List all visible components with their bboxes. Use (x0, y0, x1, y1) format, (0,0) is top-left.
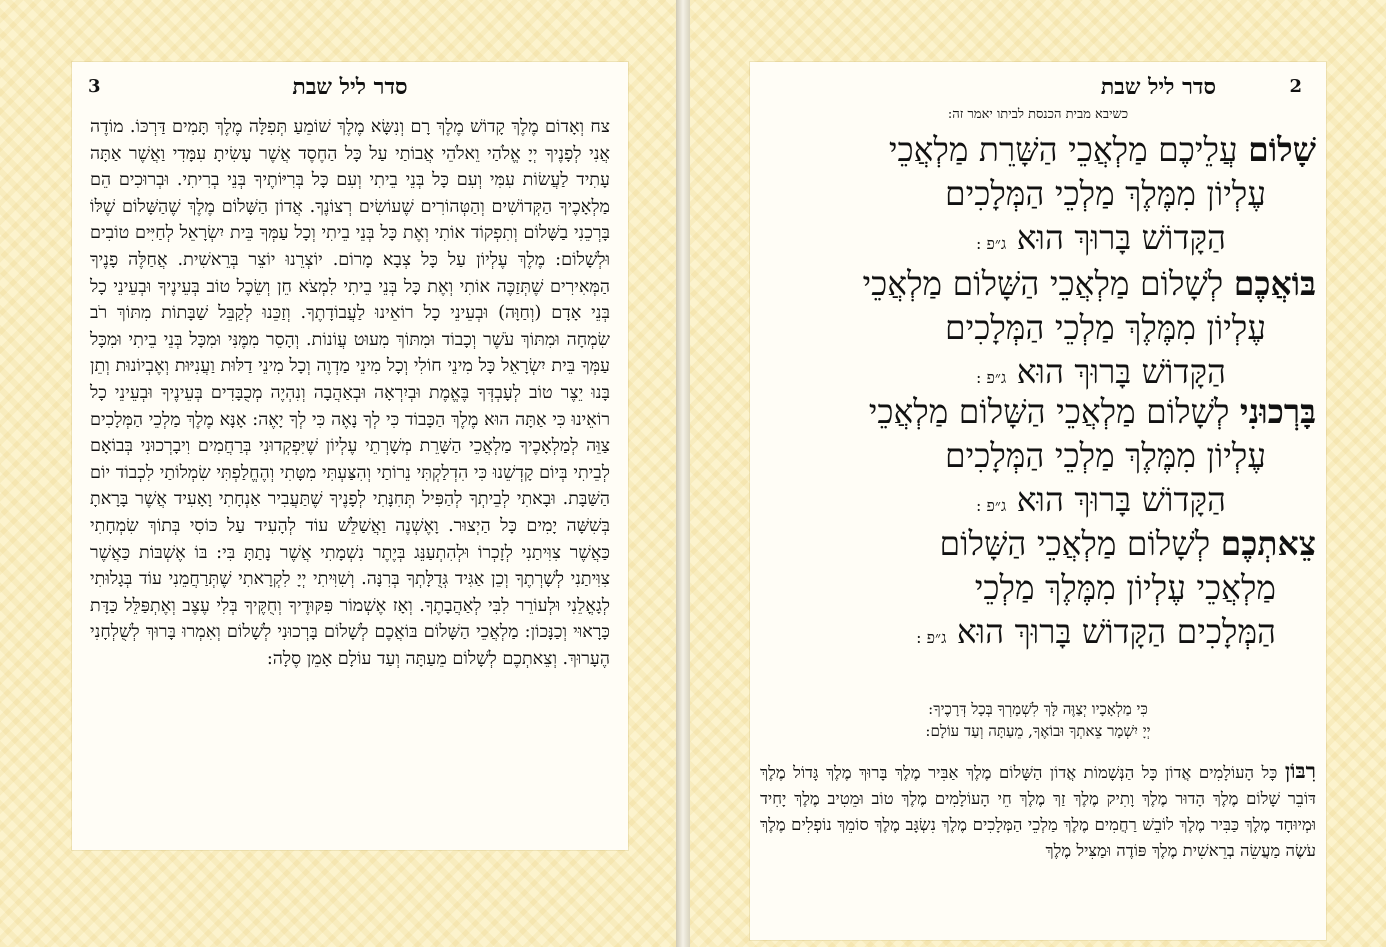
stanza-lead-word: שָׁלוֹם (1248, 130, 1316, 169)
stanza-line: לְשָׁלוֹם מַלְאֲכֵי הַשָּׁלוֹם (939, 524, 1211, 563)
stanza-line: מַלְאֲכֵי עֶלְיוֹן מִמֶּלֶךְ מַלְכֵי (974, 568, 1276, 607)
ribon-text: כָּל הָעוֹלָמִים אֲדוֹן כָּל הַנְּשָׁמוֹת אֲדוֹן הַשָּׁלוֹם מֶלֶךְ אַבִּיר מֶלֶךְ בָּרוּךְ מֶלֶךְ גָּדוֹל מֶלֶךְ דּוֹבֵר שָׁלוֹם מֶלֶךְ הָדוּר מֶלֶךְ וָתִיק מֶלֶךְ זַךְ מֶלֶךְ חֵי הָעוֹלָמִים מֶלֶךְ טוֹב וּמֵטִיב מֶלֶךְ יָחִיד וּמְיוּחָד מֶלֶךְ כַּבִּיר מֶלֶךְ לוֹבֵשׁ רַחֲמִים מֶלֶךְ מַלְכֵי הַמְּלָכִים מֶלֶךְ נִשְׂגָּב מֶלֶךְ סוֹמֵךְ נוֹפְלִים מֶלֶךְ עֹשֶׂה מַעֲשֵׂה בְרֵאשִׁית מֶלֶךְ פּוֹדֶה וּמַצִּיל מֶלֶךְ (760, 763, 1316, 860)
prayer-text (90, 114, 610, 672)
stanza-lead-word: צֵאתְכֶם (1220, 524, 1316, 563)
stanza-lead-word: בּוֹאֲכֶם (1233, 264, 1316, 303)
ribon-paragraph (760, 758, 1316, 864)
stanza-line: עֶלְיוֹן מִמֶּלֶךְ מַלְכֵי הַמְּלָכִים (945, 436, 1266, 475)
stanza-line: הַקָּדוֹשׁ בָּרוּךְ הוּא (1016, 352, 1226, 391)
repeat-marker: ג״פ : (975, 234, 1007, 253)
repeat-marker: ג״פ : (975, 496, 1007, 515)
book-gutter (676, 0, 690, 947)
page-number: 2 (1289, 76, 1302, 97)
stanza-shalom (760, 128, 1316, 266)
psalm-verse: יְיָ יִשְׁמָר צֵאתְךָ וּבוֹאֶךָ, מֵעַתָּה וְעַד עוֹלָם: (925, 722, 1151, 740)
page-title: סדר ליל שבת (292, 74, 408, 100)
stanza-line: עֶלְיוֹן מִמֶּלֶךְ מַלְכֵי הַמְּלָכִים (945, 308, 1266, 347)
left-page-panel (72, 62, 628, 850)
prayer-paragraph: צח וְאָדוֹם מֶלֶךְ קָדוֹשׁ מֶלֶךְ רָם וְנִשָּׂא מֶלֶךְ שׁוֹמֵעַ תְּפִלָּה מֶלֶךְ תָּמִים דַּרְכּוֹ. מוֹדֶה אֲנִי לְפָנֶיךָ יְיָ אֱלֹהַי וֵאלֹהֵי אֲבוֹתַי עַל כָּל הַחֶסֶד אֲשֶׁר עָשִׂיתָ עִמָּדִי וַאֲשֶׁר אַתָּה עָתִיד לַעֲשׂוֹת עִמִּי וְעִם כָּל בְּנֵי בֵיתִי וְעִם כָּל בְּרִיּוֹתֶיךָ בְּנֵי בְרִיתִי. וּבְרוּכִים הֵם מַלְאָכֶיךָ הַקְּדוֹשִׁים וְהַטְּהוֹרִים שֶׁעוֹשִׂים רְצוֹנֶךָ. אֲדוֹן הַשָּׁלוֹם מֶלֶךְ שֶׁהַשָּׁלוֹם שֶׁלּוֹ בָּרְכֵנִי בַשָּׁלוֹם וְתִפְקוֹד אוֹתִי וְאֶת כָּל בְּנֵי בֵיתִי וְכָל עַמְּךָ בֵּית יִשְׂרָאֵל לְחַיִּים טוֹבִים וּלְשָׁלוֹם: מֶלֶךְ עֶלְיוֹן עַל כָּל צְבָא מָרוֹם. יוֹצְרֵנוּ יוֹצֵר בְּרֵאשִׁית. אֲחַלֶּה פָנֶיךָ הַמְּאִירִים שֶׁתְּזַכֶּה אוֹתִי וְאֶת כָּל בְּנֵי בֵיתִי לִמְצֹא חֵן וְשֵׂכֶל טוֹב בְּעֵינֶיךָ וּבְעֵינֵי כָל בְּנֵי אָדָם (וְחַוָּה) וּבְעֵינֵי כָל רוֹאֵינוּ לַעֲבוֹדָתֶךָ. וְזַכֵּנוּ לְקַבֵּל שַׁבָּתוֹת מִתּוֹךְ רֹב שִׂמְחָה וּמִתּוֹךְ עֹשֶׁר וְכָבוֹד וּמִתּוֹךְ מִעוּט עֲוֹנוֹת. וְהָסֵר מִמֶּנִּי וּמִכָּל בְּנֵי בֵיתִי וּמִכָּל עַמְּךָ בֵּית יִשְׂרָאֵל כָּל מִינֵי חוֹלִי וְכָל מִינֵי מַדְוֶה וְכָל מִינֵי דַלּוּת וַעֲנִיּוּת וְאֶבְיוֹנוּת וְתֵן בָּנוּ יֵצֶר טוֹב לְעָבְדְּךָ בֶּאֱמֶת וּבְיִרְאָה וּבְאַהֲבָה וְנִהְיֶה מְכֻבָּדִים בְּעֵינֶיךָ וּבְעֵינֵי כָל רוֹאֵינוּ כִּי אַתָּה הוּא מֶלֶךְ הַכָּבוֹד כִּי לְךָ נָאֶה כִּי לְךָ יָאֶה: אָנָּא מֶלֶךְ מַלְכֵי הַמְּלָכִים צַוֵּה לְמַלְאָכֶיךָ מַלְאֲכֵי הַשָּׁרֵת מְשָׁרְתֵי עֶלְיוֹן שֶׁיִּפְקְדוּנִי בְּרַחֲמִים וִיבָרְכוּנִי בְּבוֹאָם לְבֵיתִי בְּיוֹם קָדְשֵׁנוּ כִּי הִדְלַקְתִּי נֵרוֹתַי וְהִצַּעְתִּי מִטָּתִי וְהֶחֱלַפְתִּי שִׂמְלוֹתַי לִכְבוֹד יוֹם הַשַּׁבָּת. וּבָאתִי לְבֵיתְךָ לְהַפִּיל תְּחִנָּתִי לְפָנֶיךָ שֶׁתַּעֲבִיר אַנְחָתִי וָאָעִיד אֲשֶׁר בָּרָאתָ בְּשִׁשָּׁה יָמִים כָּל הַיְצוּר. וָאֶשְׁנֶה וַאֲשַׁלֵּשׁ עוֹד לְהָעִיד עַל כּוֹסִי בְּתוֹךְ שִׂמְחָתִי כַּאֲשֶׁר צִוִּיתַנִי לְזָכְרוֹ וּלְהִתְעַנֵּג בְּיֶתֶר נִשְׁמָתִי אֲשֶׁר נָתַתָּ בִּי: בּוֹ אֶשְׁבּוֹת כַּאֲשֶׁר צִוִּיתַנִי לְשָׁרְתֶךָ וְכֵן אַגִּיד גְּדֻלָּתְךָ בְּרִנָּה. וְשִׁוִּיתִי יְיָ לִקְרָאתִי שֶׁתְּרַחֲמֵנִי עוֹד בְּגָלוּתִי לְגָאֳלֵנִי וּלְעוֹרֵר לִבִּי לְאַהֲבָתֶךָ. וְאָז אֶשְׁמוֹר פִּקּוּדֶיךָ וְחֻקֶּיךָ בְּלִי עֶצֶב וְאֶתְפַּלֵּל כַּדָּת כָּרָאוּי וְכַנָּכוֹן: מַלְאֲכֵי הַשָּׁלוֹם בּוֹאֲכֶם לְשָׁלוֹם בָּרְכוּנִי לְשָׁלוֹם וְאִמְרוּ בָּרוּךְ לְשֻׁלְחָנִי הֶעָרוּךְ. וְצֵאתְכֶם לְשָׁלוֹם מֵעַתָּה וְעַד עוֹלָם אָמֵן סֶלָה: (90, 117, 610, 669)
stanza-line: לְשָׁלוֹם מַלְאֲכֵי הַשָּׁלוֹם מַלְאֲכֵי (862, 264, 1224, 303)
stanza-line: הַמְּלָכִים הַקָּדוֹשׁ בָּרוּךְ הוּא (956, 612, 1276, 651)
stanza-boachem (760, 262, 1316, 400)
right-page-panel (750, 62, 1326, 940)
left-page-header (72, 70, 628, 106)
stanza-line: עֶלְיוֹן מִמֶּלֶךְ מַלְכֵי הַמְּלָכִים (945, 174, 1266, 213)
right-page (690, 0, 1386, 947)
page-title: סדר ליל שבת (1100, 74, 1216, 100)
stanza-lead-word: בָּרְכוּנִי (1239, 392, 1316, 431)
ribon-lead-word: רִבּוֹן (1284, 758, 1316, 783)
stanza-barchuni (760, 390, 1316, 528)
stanza-line: הַקָּדוֹשׁ בָּרוּךְ הוּא (1016, 218, 1226, 257)
stanza-line: לְשָׁלוֹם מַלְאֲכֵי הַשָּׁלוֹם מַלְאֲכֵי (868, 392, 1230, 431)
repeat-marker: ג״פ : (916, 628, 947, 647)
repeat-marker: ג״פ : (975, 368, 1007, 387)
right-page-header (750, 70, 1326, 106)
psalm-verses (770, 698, 1306, 742)
psalm-verse: כִּי מַלְאָכָיו יְצַוֶּה לָּךְ לִשְׁמָרְךָ בְּכָל דְּרָכֶיךָ: (928, 700, 1148, 718)
stanza-line: עֲלֵיכֶם מַלְאֲכֵי הַשָּׁרֵת מַלְאֲכֵי (888, 130, 1238, 169)
stanza-tzeitchem (760, 522, 1316, 660)
instruction-note: כשיבא מבית הכנסת לביתו יאמר זה: (947, 107, 1129, 122)
left-page (0, 0, 676, 947)
stanza-line: הַקָּדוֹשׁ בָּרוּךְ הוּא (1016, 480, 1226, 519)
page-number: 3 (88, 76, 101, 97)
